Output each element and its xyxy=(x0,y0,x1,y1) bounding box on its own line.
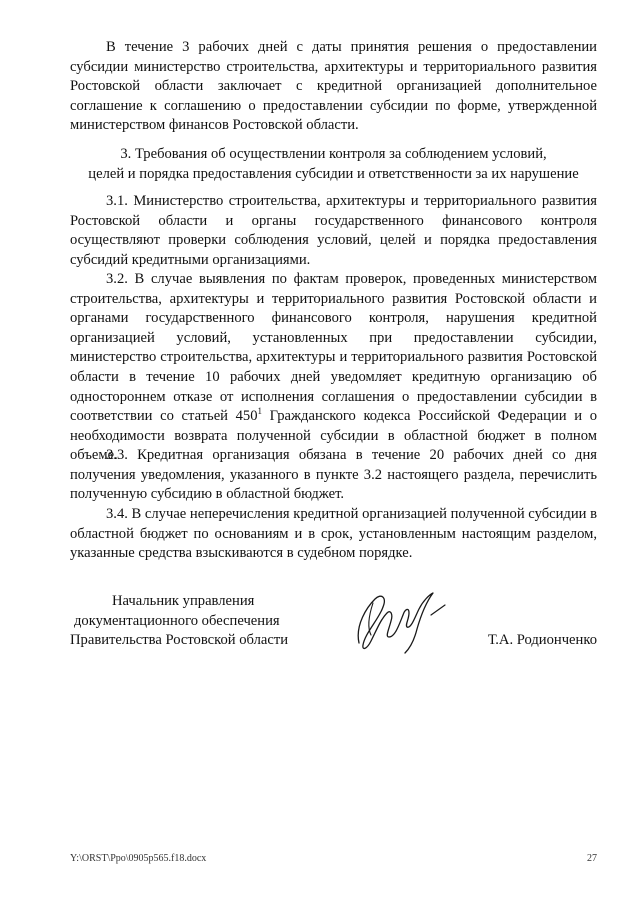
signatory-title xyxy=(70,592,310,651)
footer-page-number: 27 xyxy=(587,853,597,864)
footer-file-path: Y:\ORST\Ppo\0905p565.f18.docx xyxy=(70,853,207,864)
section-heading-line-2: целей и порядка предоставления субсидии и ответственности за их нарушение xyxy=(88,165,579,182)
paragraph-3-2-text-after: Гражданского кодекса Российской Федерации и о необходимости возврата полученной субсидии в областной бюджет в полном объеме. xyxy=(70,408,597,464)
paragraph-3-4: 3.4. В случае неперечисления кредитной организацией полученной субсидии в областной бюджет по основаниям и в срок, установленным настоящим разделом, указанные средства взыскиваются в судебном порядке. xyxy=(70,506,597,562)
paragraph-3-1: 3.1. Министерство строительства, архитектуры и территориального развития Ростовской области и органы государственного финансового контроля осуществляют проверки соблюдения условий, целей и порядка предоставления субсидий кредитными организациями. xyxy=(70,193,597,268)
article-superscript: 1 xyxy=(257,406,263,417)
intro-paragraph: В течение 3 рабочих дней с даты принятия решения о предоставлении субсидии министерство строительства, архитектуры и территориального развития Ростовской области заключает с кредитной организацией дополнительное соглашение к соглашению о предоставлении субсидии по форме, утвержденной министерством финансов Ростовской области. xyxy=(70,39,597,134)
paragraph-3-2 xyxy=(70,270,597,466)
section-heading-line-1: 3. Требования об осуществлении контроля за соблюдением условий, xyxy=(120,146,547,162)
handwritten-signature xyxy=(345,585,455,657)
signatory-title-line-3: Правительства Ростовской области xyxy=(70,632,289,649)
signatory-title-line-2: документационного обеспечения xyxy=(74,612,280,629)
paragraph-3-2-text-before: 3.2. В случае выявления по фактам проверок, проведенных министерством строительства, архитектуры и территориального развития Ростовской области и органами государственного финансового контроля, нарушения кредитной организацией условий, установленных при предоставлении субсидии, министерство строительства, архитектуры и территориального развития Ростовской области в течение 10 рабочих дней уведомляет кредитную организацию об одностороннем отказе от исполнения соглашения о предоставлении субсидии в соответствии со статьей 450 xyxy=(70,271,597,425)
section-heading xyxy=(70,145,597,184)
paragraph-3-3: 3.3. Кредитная организация обязана в течение 20 рабочих дней со дня получения уведомления, указанного в пункте 3.2 настоящего раздела, перечислить полученную субсидию в областной бюджет. xyxy=(70,447,597,503)
signatory-name: Т.А. Родионченко xyxy=(487,632,597,648)
signatory-title-line-1: Начальник управления xyxy=(112,593,255,609)
